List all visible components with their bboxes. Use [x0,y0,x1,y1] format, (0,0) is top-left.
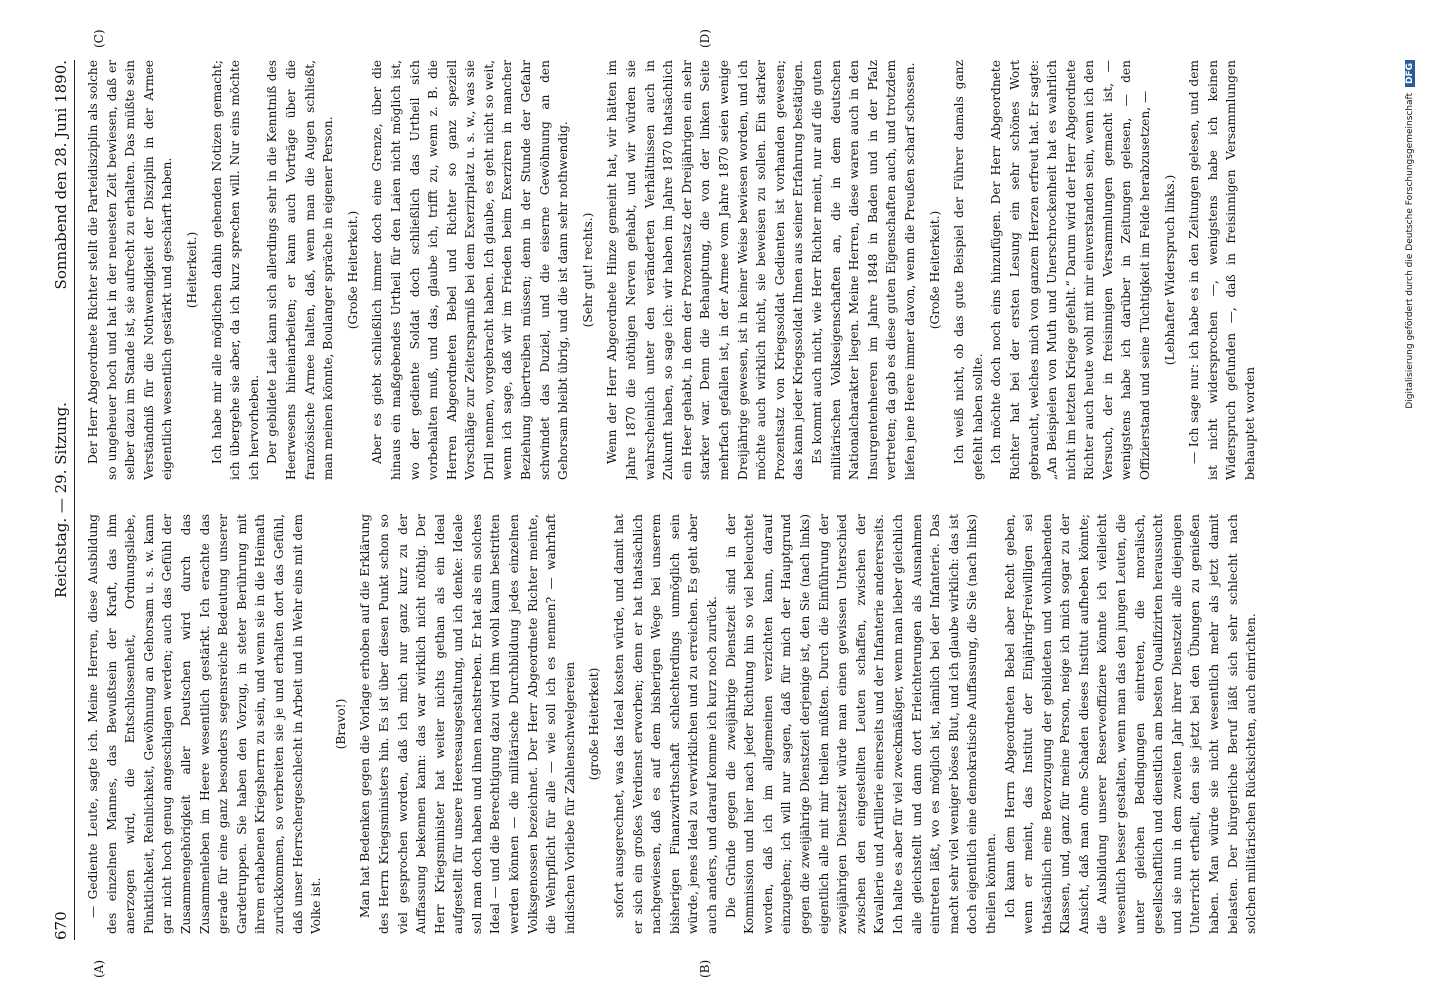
margin-mark-b: (B) [698,959,712,978]
paragraph: Ich weiß nicht, ob das gute Beispiel der Führer damals ganz gefehlt haben sollte. [952,60,985,480]
paragraph: Der Herr Abgeordnete Richter stellt die Parteidisziplin als solche so ungeheuer hoch und hat in der neuesten Zeit bewiesen, daß er selber dazu im Stande ist, sie aufrecht zu erhalten. Das müßte sein Verständniß für die Nothwendigkeit der Disziplin in der Armee eigentlich wesentlich gestärkt und geschärft haben. [86,60,175,480]
paragraph: Es kommt auch nicht, wie Herr Richter meint, nur auf die guten militärischen Volkseigenschaften an, die in dem deutschen Nationalcharakter liegen. Meine Herren, diese waren auch in den Insurgentenheeren im Jahre 1848 in Baden und in der Pfalz vertreten; da gab es diese guten Eigenschaften auch, und trotzdem liefen jene Heere immer davon, wenn die Preußen scharf schossen. [809,60,917,480]
right-column [84,60,1324,480]
margin-mark-a: (A) [92,959,106,978]
interjection: (Große Heiterkeit.) [927,210,942,330]
session-title: Reichstag. — 29. Sitzung. [52,402,70,598]
paragraph: sofort ausgerechnet, was das Ideal kosten würde, und damit hat er sich ein großes Verdienst erworben; denn er hat thatsächlich nachgewiesen, daß es auf dem bisherigen Wege bei unserem bisherigen Finanzwirthschaft schlechterdings unmöglich sein würde, jenes Ideal zu verwirklichen und zu erreichen. Es geht aber auch anders, und darauf komme ich kurz noch zurück. [612,514,719,934]
paragraph: Ich habe mir alle möglichen dahin gehenden Notizen gemacht; ich übergehe sie aber, da ich kurz sprechen will. Nur eins möchte ich hervorheben. [209,60,261,480]
dfg-logo: DFG [1405,60,1415,87]
paragraph: Ich kann dem Herrn Abgeordneten Bebel aber Recht geben, wenn er meint, das Institut der Einjährig-Freiwilligen sei thatsächlich eine Bevorzugung der gebildeten und wohlhabenden Klassen, und, ganz für meine Person, neige ich mich sogar zu der Ansicht, daß man ohne Schaden dieses Institut aufheben könnte; die Ausbildung unserer Reserveoffiziere könnte ich vielleicht wesentlich besser gestalten, wenn man das den jungen Leuten, die unter gleichen Bedingungen eintreten, die moralisch, gesellschaftlich und dienstlich am besten Qualifizirten heraussucht und sie nun in dem zweiten Jahr ihrer Dienstzeit alle diejenigen Unterricht ertheilt, den sie jetzt bei den Übungen zu genießen haben. Man würde sie nicht wesentlich mehr als jetzt damit belasten. Der bürgerliche Beruf läßt sich sehr schlecht nach solchen militärischen Rücksichten, auch einrichten. [1002,514,1259,934]
margin-mark-d: (D) [698,29,712,48]
interjection: (Große Heiterkeit.) [345,210,360,330]
interjection: (Sehr gut! rechts.) [580,212,595,328]
paragraph: Aber es giebt schließlich immer doch eine Grenze, über die hinaus ein maßgebendes Urtheil für den Laien nicht möglich ist, wo der gediente Soldat doch schließlich das Urtheil sich vorbehalten muß, und das, glaube ich, trifft zu, wenn z. B. die Herren Abgeordneten Bebel und Richter so ganz speziell Vorschläge zur Zeitersparniß bei dem Exerzirplatz u. s. w., was sie Drill nennen, vorgebracht haben. Ich glaube, es geht nicht so weit, wenn ich sage, daß wir im Frieden beim Exerziren in mancher Beziehung übertreiben müssen; denn in der Stunde der Gefahr schwindet das Duziel, und die eiserne Gewöhnung an den Gehorsam bleibt übrig, und die ist dann sehr nothwendig. [370,60,571,480]
page-number: 670 [52,911,70,940]
credit-text: Digitalisierung gefördert durch die Deutsche Forschungsgemeinschaft [1405,92,1415,409]
digitization-credit [1405,60,1415,940]
paragraph: Der gebildete Laie kann sich allerdings sehr in die Kenntniß des Heerwesens hineinarbeiten; er kann auch Vorträge über die französische Armee halten, daß, wenn man die Augen schließt, man meinen könnte, Boulanger spräche in eigener Person. [265,60,336,480]
interjection: (große Heiterkeit) [587,667,602,781]
paragraph: — Gediente Leute, sagte ich. Meine Herren, diese Ausbildung des einzelnen Mannes, das Bewußtsein der Kraft, das ihm anerzogen wird, die Entschlossenheit, Ordnungsliebe, Pünktlichkeit, Reinlichkeit, Gewöhnung an Gehorsam u. s. w. kann gar nicht hoch genug angeschlagen werden; auch das Gefühl der Zusammengehörigkeit aller Deutschen wird durch das Zusammenleben im Heere wesentlich gestärkt. Ich erachte das gerade für eine ganz besonders segensreiche Bedeutung unserer Gardetruppen. Sie haben den Vorzug, in steter Berührung mit ihrem erhabenen Kriegsherrn zu sein, und wenn sie in die Heimath zurückkommen, so verbreiten sie je und erhalten dort das Gefühl, daß unser Herrschergeschlecht in Arbeit und in Wehr eins mit dem Volke ist. [86,514,324,934]
paragraph: Ich möchte doch noch eins hinzufügen. Der Herr Abgeordnete Richter hat bei der ersten Lesung ein sehr schönes Wort gebraucht, welches mich von ganzem Herzen erfreut hat. Er sagte: „An Beispielen von Muth und Unerschrockenheit hat es wahrlich nicht im letzten Kriege gefehlt.“ Darum wird der Herr Abgeordnete Richter auch heute wohl mit mir einverstanden sein, wenn ich den Versuch, der in freisinnigen Versammlungen gemacht ist, — wenigstens habe ich darüber in Zeitungen gelesen, — den Offizierstand und seine Tüchtigkeit im Felde herabzusetzen, — [989,60,1153,480]
interjection: (Heiterkeit.) [184,231,199,309]
paragraph: — Ich sage nur: ich habe es in den Zeitungen gelesen, und dem ist nicht widersprochen —, wenigstens habe ich keinen Widerspruch gefunden —, daß in freisinnigen Versammlungen behauptet worden [1187,60,1258,480]
interjection: (Bravo!) [333,698,348,750]
margin-mark-c: (C) [92,29,106,48]
paragraph: Man hat Bedenken gegen die Vorlage erhoben auf die Erklärung des Herrn Kriegsministers hin. Es ist über diesen Punkt schon so viel gesprochen worden, daß ich mich nur ganz kurz zu der Auffassung bekennen kann: das war wirklich nicht nöthig. Der Herr Kriegsminister hat weiter nichts gethan als ein Ideal aufgestellt für unsere Heeresausgestaltung, und ich denke: Ideale soll man doch haben und ihnen nachstreben. Er hat als ein solches Ideal — und die Berechtigung dazu wird ihm wohl kaum bestritten werden können — die militärische Durchbildung jedes einzelnen Volksgenossen bezeichnet. Der Herr Abgeordnete Richter meinte, die Wehrpflicht für alle — wie soll ich es nennen? — wahrhaft indischen Vorliebe für Zahlenschwelgereien [358,514,577,934]
page-header [50,60,75,940]
interjection: (Lebhafter Widerspruch links.) [1162,174,1177,366]
session-date: Sonnabend den 28. Juni 1890. [52,60,70,290]
left-column [84,514,1324,934]
paragraph: Wenn der Herr Abgeordnete Hinze gemeint hat, wir hätten im Jahre 1870 die nöthigen Nerven gehabt, und wir würden sie wahrscheinlich unter den veränderten Verhältnissen auch in Zukunft haben, so sage ich: wir haben im Jahre 1870 thatsächlich ein Heer gehabt, in dem der Prozentsatz der Dreijährigen ein sehr starker war. Denn die Behauptung, die von der linken Seite mehrfach gefallen ist, in der Armee vom Jahre 1870 seien wenige Dreijährige gewesen, ist in keiner Weise bewiesen worden, und ich möchte auch wirklich nicht, sie beweisen zu sollen. Ein starker Prozentsatz von Kriegssoldat Gedienten ist vorhanden gewesen; das kann jeder Kriegssoldat Ihnen aus seiner Erfahrung bestätigen. [605,60,806,480]
paragraph: Die Gründe gegen die zweijährige Dienstzeit sind in der Kommission und hier nach jeder Richtung hin so viel beleuchtet worden, daß ich im allgemeinen verzichten kann, darauf einzugehen; ich will nur sagen, daß für mich der Hauptgrund gegen die zweijährige Dienstzeit derjenige ist, den Sie (nach links) eigentlich alle mit mir theilen müßten. Durch die Einführung der zweijährigen Dienstzeit würde man einen gewissen Unterschied zwischen den eingestellten Leuten schaffen, zwischen der Kavallerie und Artillerie einerseits und der Infanterie andererseits. Ich halte es aber für viel zweckmäßiger, wenn man lieber gleichlich alle gleichstellt und dann dort Erleichterungen als Ausnahmen eintreten läßt, wo es möglich ist, nämlich bei der Infanterie. Das macht sehr viel weniger böses Blut, und ich glaube wirklich: das ist doch eigentlich eine demokratische Auffassung, die Sie (nach links) theilen könnten. [723,514,998,934]
